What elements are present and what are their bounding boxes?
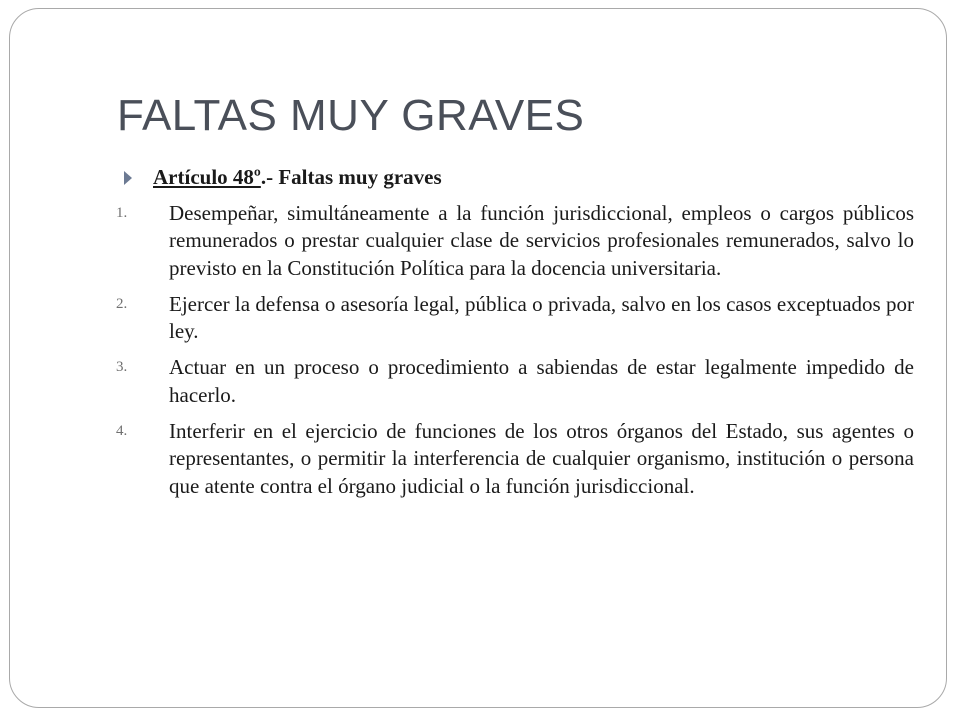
list-item <box>116 200 914 282</box>
list-item-number: 4. <box>116 423 128 440</box>
list-item-number: 1. <box>116 205 128 221</box>
list-item <box>116 354 914 409</box>
caret-right-icon <box>124 171 132 185</box>
slide-title: FALTAS MUY GRAVES <box>117 91 585 140</box>
faltas-list <box>116 200 914 509</box>
article-heading-rest: .- Faltas muy graves <box>260 165 442 189</box>
list-item-text: Ejercer la defensa o asesoría legal, pública o privada, salvo en los casos exceptuados por ley. <box>169 291 914 344</box>
article-heading-row <box>124 165 442 190</box>
article-heading-underlined: Artículo 48º <box>153 165 261 189</box>
article-heading <box>153 165 442 190</box>
list-item-text: Interferir en el ejercicio de funciones de los otros órganos del Estado, sus agentes o representantes, o permitir la interferencia de cualquier organismo, institución o persona que atente contra el órgano judicial o la función jurisdiccional. <box>169 419 914 498</box>
list-item-number: 3. <box>116 359 128 376</box>
list-item-number: 2. <box>116 295 128 312</box>
list-item-text: Desempeñar, simultáneamente a la función jurisdiccional, empleos o cargos públicos remunerados o prestar cualquier clase de servicios profesionales remunerados, salvo lo previsto en la Constitución Política para la docencia universitaria. <box>169 201 914 280</box>
list-item-text: Actuar en un proceso o procedimiento a sabiendas de estar legalmente impedido de hacerlo. <box>169 355 914 407</box>
slide-frame <box>9 8 947 708</box>
list-item <box>116 418 914 500</box>
list-item <box>116 291 914 346</box>
